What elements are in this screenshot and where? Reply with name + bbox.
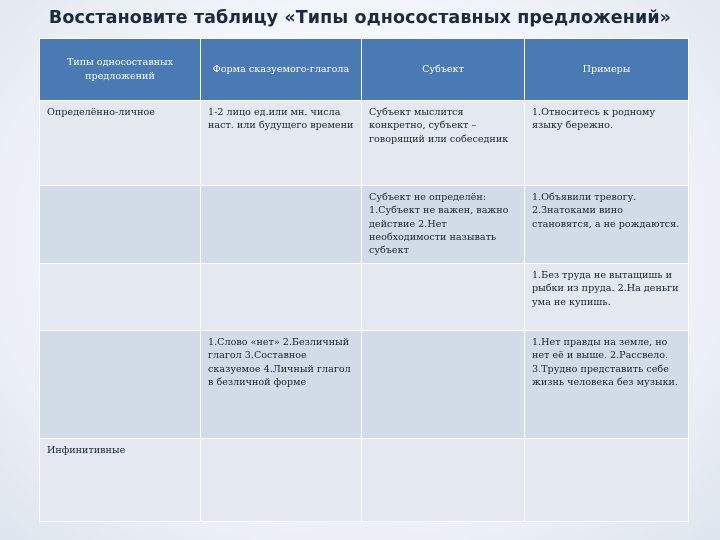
header-cell-predicate-form: Форма сказуемого-глагола	[201, 39, 362, 101]
table-cell	[201, 264, 362, 331]
table-cell	[40, 264, 201, 331]
cell-text: 1.Объявили тревогу. 2.Знатоками вино становятся, а не рождаются.	[532, 192, 680, 230]
header-cell-subject: Субъект	[362, 39, 525, 101]
table-cell	[525, 101, 689, 186]
table-row	[40, 186, 689, 264]
cell-text: Субъект мыслится конкретно, субъект – говорящий или собеседник	[369, 107, 509, 145]
table-row	[40, 101, 689, 186]
cell-text: 1-2 лицо ед.или мн. числа наст. или будущего времени	[208, 107, 354, 132]
table-cell	[201, 186, 362, 264]
table-cell	[525, 331, 689, 439]
table-cell	[362, 186, 525, 264]
cell-text: 1.Слово «нет» 2.Безличный глагол 3.Составное сказуемое 4.Личный глагол в безличной форме	[208, 337, 351, 388]
table-cell	[362, 331, 525, 439]
table-cell	[362, 439, 525, 522]
table-row	[40, 264, 689, 331]
table-cell	[201, 331, 362, 439]
table-cell	[525, 264, 689, 331]
slide-title: Восстановите таблицу «Типы односоставных предложений»	[48, 8, 672, 28]
table-cell	[362, 264, 525, 331]
table-cell	[40, 186, 201, 264]
cell-text: Субъект не определён: 1.Субъект не важен, важно действие 2.Нет необходимости называть субъект	[369, 192, 509, 257]
table-cell	[40, 101, 201, 186]
header-cell-types: Типы односоставных предложений	[40, 39, 201, 101]
table-cell	[525, 439, 689, 522]
table-cell	[362, 101, 525, 186]
cell-text: 1.Без труда не вытащишь и рыбки из пруда. 2.На деньги ума не купишь.	[532, 270, 679, 308]
table-row	[40, 331, 689, 439]
table-cell	[201, 439, 362, 522]
header-cell-examples: Примеры	[525, 39, 689, 101]
table-cell	[40, 439, 201, 522]
table-cell	[201, 101, 362, 186]
one-part-sentences-table	[39, 38, 689, 522]
cell-text: Определённо-личное	[47, 107, 155, 118]
table-cell	[525, 186, 689, 264]
table-header-row	[40, 39, 689, 101]
cell-text: 1.Относитесь к родному языку бережно.	[532, 107, 656, 132]
cell-text: 1.Нет правды на земле, но нет её и выше. 2.Рассвело. 3.Трудно представить себе жизнь человека без музыки.	[532, 337, 679, 388]
cell-text: Инфинитивные	[47, 445, 126, 456]
table-cell	[40, 331, 201, 439]
table-row	[40, 439, 689, 522]
